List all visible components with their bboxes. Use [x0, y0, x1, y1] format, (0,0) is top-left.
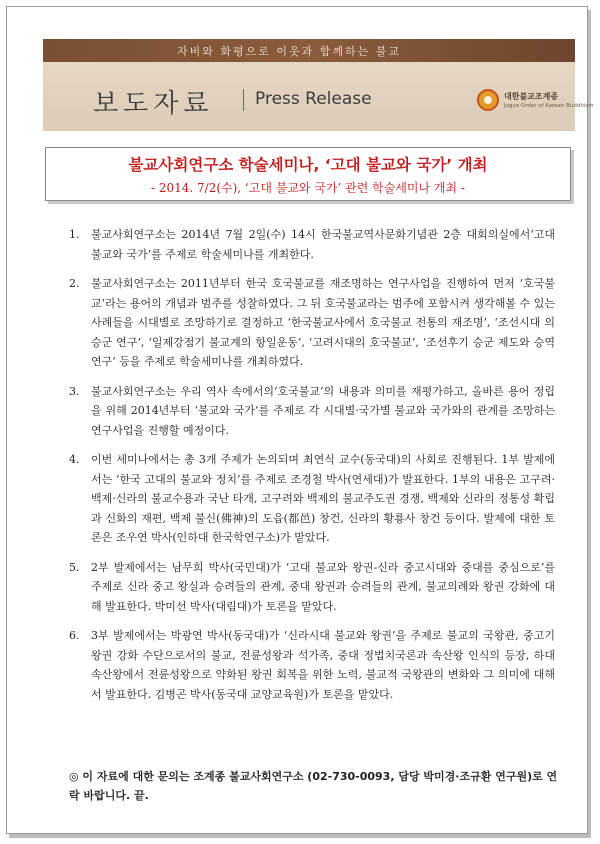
item-text: 2부 발제에서는 남무희 박사(국민대)가 ‘고대 불교와 왕권-신라 중고시대와 중대를 중심으로’를 주제로 신라 중고 왕실과 승려들의 관계, 중대 왕권과 승려들의 관계, 불교의례와 왕권 강화에 대해 발표한다. 박미선 박사(대림대)가 토론을 맡았다. [91, 560, 555, 613]
subheadline: - 2014. 7/2(수), ‘고대 불교와 국가’ 관련 학술세미나 개최 - [151, 181, 465, 195]
item-number: 1. [69, 228, 80, 241]
org-name: 대한불교조계종 [504, 92, 559, 101]
item-list [69, 225, 555, 714]
item-number: 4. [69, 453, 80, 466]
banner-divider [243, 89, 244, 111]
item-number: 3. [69, 384, 80, 398]
headline: 불교사회연구소 학술세미나, ‘고대 불교와 국가’ 개최 [128, 156, 488, 174]
banner-top-strip [43, 39, 575, 62]
item-number: 2. [69, 277, 80, 290]
item-text: 3부 발제에서는 박광연 박사(동국대)가 ‘신라시대 불교와 왕권’을 주제로 불교의 국왕관, 중고기 왕권 강화 수단으로서의 불교, 전륜성왕과 석가족, 중대 정법치국론과 속산왕 인식의 등장, 하대 속산왕에서 전륜성왕으로 약화된 왕권 회복을 위한 노력, 불교적 국왕관의 변화와 그 의미에 대해서 발표한다. 김병곤 박사(동국대 교양교육원)가 토론을 맡았다. [91, 629, 555, 701]
title-box [45, 147, 571, 201]
list-item [69, 450, 555, 548]
item-number: 5. [69, 560, 80, 574]
item-text: 불교사회연구소는 우리 역사 속에서의‘호국불교’의 내용과 의미를 재평가하고, 올바른 용어 정립을 위해 2014년부터 ‘불교와 국가’를 주제로 각 시대별·국가별 불교와 국가와의 관계를 조망하는 연구사업을 진행할 예정이다. [91, 384, 555, 437]
item-text: 불교사회연구소는 2011년부터 한국 호국불교를 재조명하는 연구사업을 진행하여 먼저 ‘호국불교’라는 용어의 개념과 범주를 성찰하였다. 그 뒤 호국불교라는 범주에 포함시켜 생각해볼 수 있는 사례들을 시대별로 조망하기로 결정하고 ‘한국불교사에서 호국불교 전통의 재조명’, ‘조선시대 의승군 연구’, ‘일제강점기 불교계의 항일운동’, ‘고려시대의 호국불교’, ‘조선후기 승군 제도와 승역 연구’ 등을 주제로 학술세미나를 개최하였다. [91, 277, 555, 368]
list-item [69, 558, 555, 617]
banner-subtitle: Press Release [255, 89, 372, 109]
item-text: 불교사회연구소는 2014년 7월 2일(수) 14시 한국불교역사문화기념관 2층 대회의실에서‘고대 불교와 국가’를 주제로 학술세미나를 개최한다. [91, 228, 555, 261]
banner-slogan: 자비와 화평으로 이웃과 함께하는 불교 [177, 45, 402, 58]
document-page [6, 6, 594, 834]
item-number: 6. [69, 629, 80, 642]
list-item [69, 274, 555, 372]
list-item [69, 626, 555, 704]
banner-title: 보도자료 [93, 89, 214, 119]
contact-note: ◎ 이 자료에 대한 문의는 조계종 불교사회연구소 (02-730-0093, 담당 박미경·조규환 연구원)로 연락 바랍니다. 끝. [69, 770, 558, 802]
item-text: 이번 세미나에서는 총 3개 주제가 논의되며 최연식 교수(동국대)의 사회로 진행된다. 1부 발제에서는 ‘한국 고대의 불교와 정치’를 주제로 조경철 박사(연세대)가 발표한다. 1부의 내용은 고구려·백제·신라의 불교수용과 국난 타개, 고구려와 백제의 불교주도권 경쟁, 백제와 신라의 정통성 확립과 신화의 재편, 백제 불신(佛神)의 도읍(都邑) 창건, 신라의 황룡사 창건 등이다. 발제에 대한 토론은 조우연 박사(인하대 한국학연구소)가 맡았다. [91, 453, 555, 544]
list-item [69, 382, 555, 441]
org-english-name: Jogye Order of Korean Buddhism [504, 103, 594, 109]
press-release-banner [43, 39, 594, 131]
list-item [69, 225, 555, 264]
jogye-logo-icon [477, 89, 499, 111]
